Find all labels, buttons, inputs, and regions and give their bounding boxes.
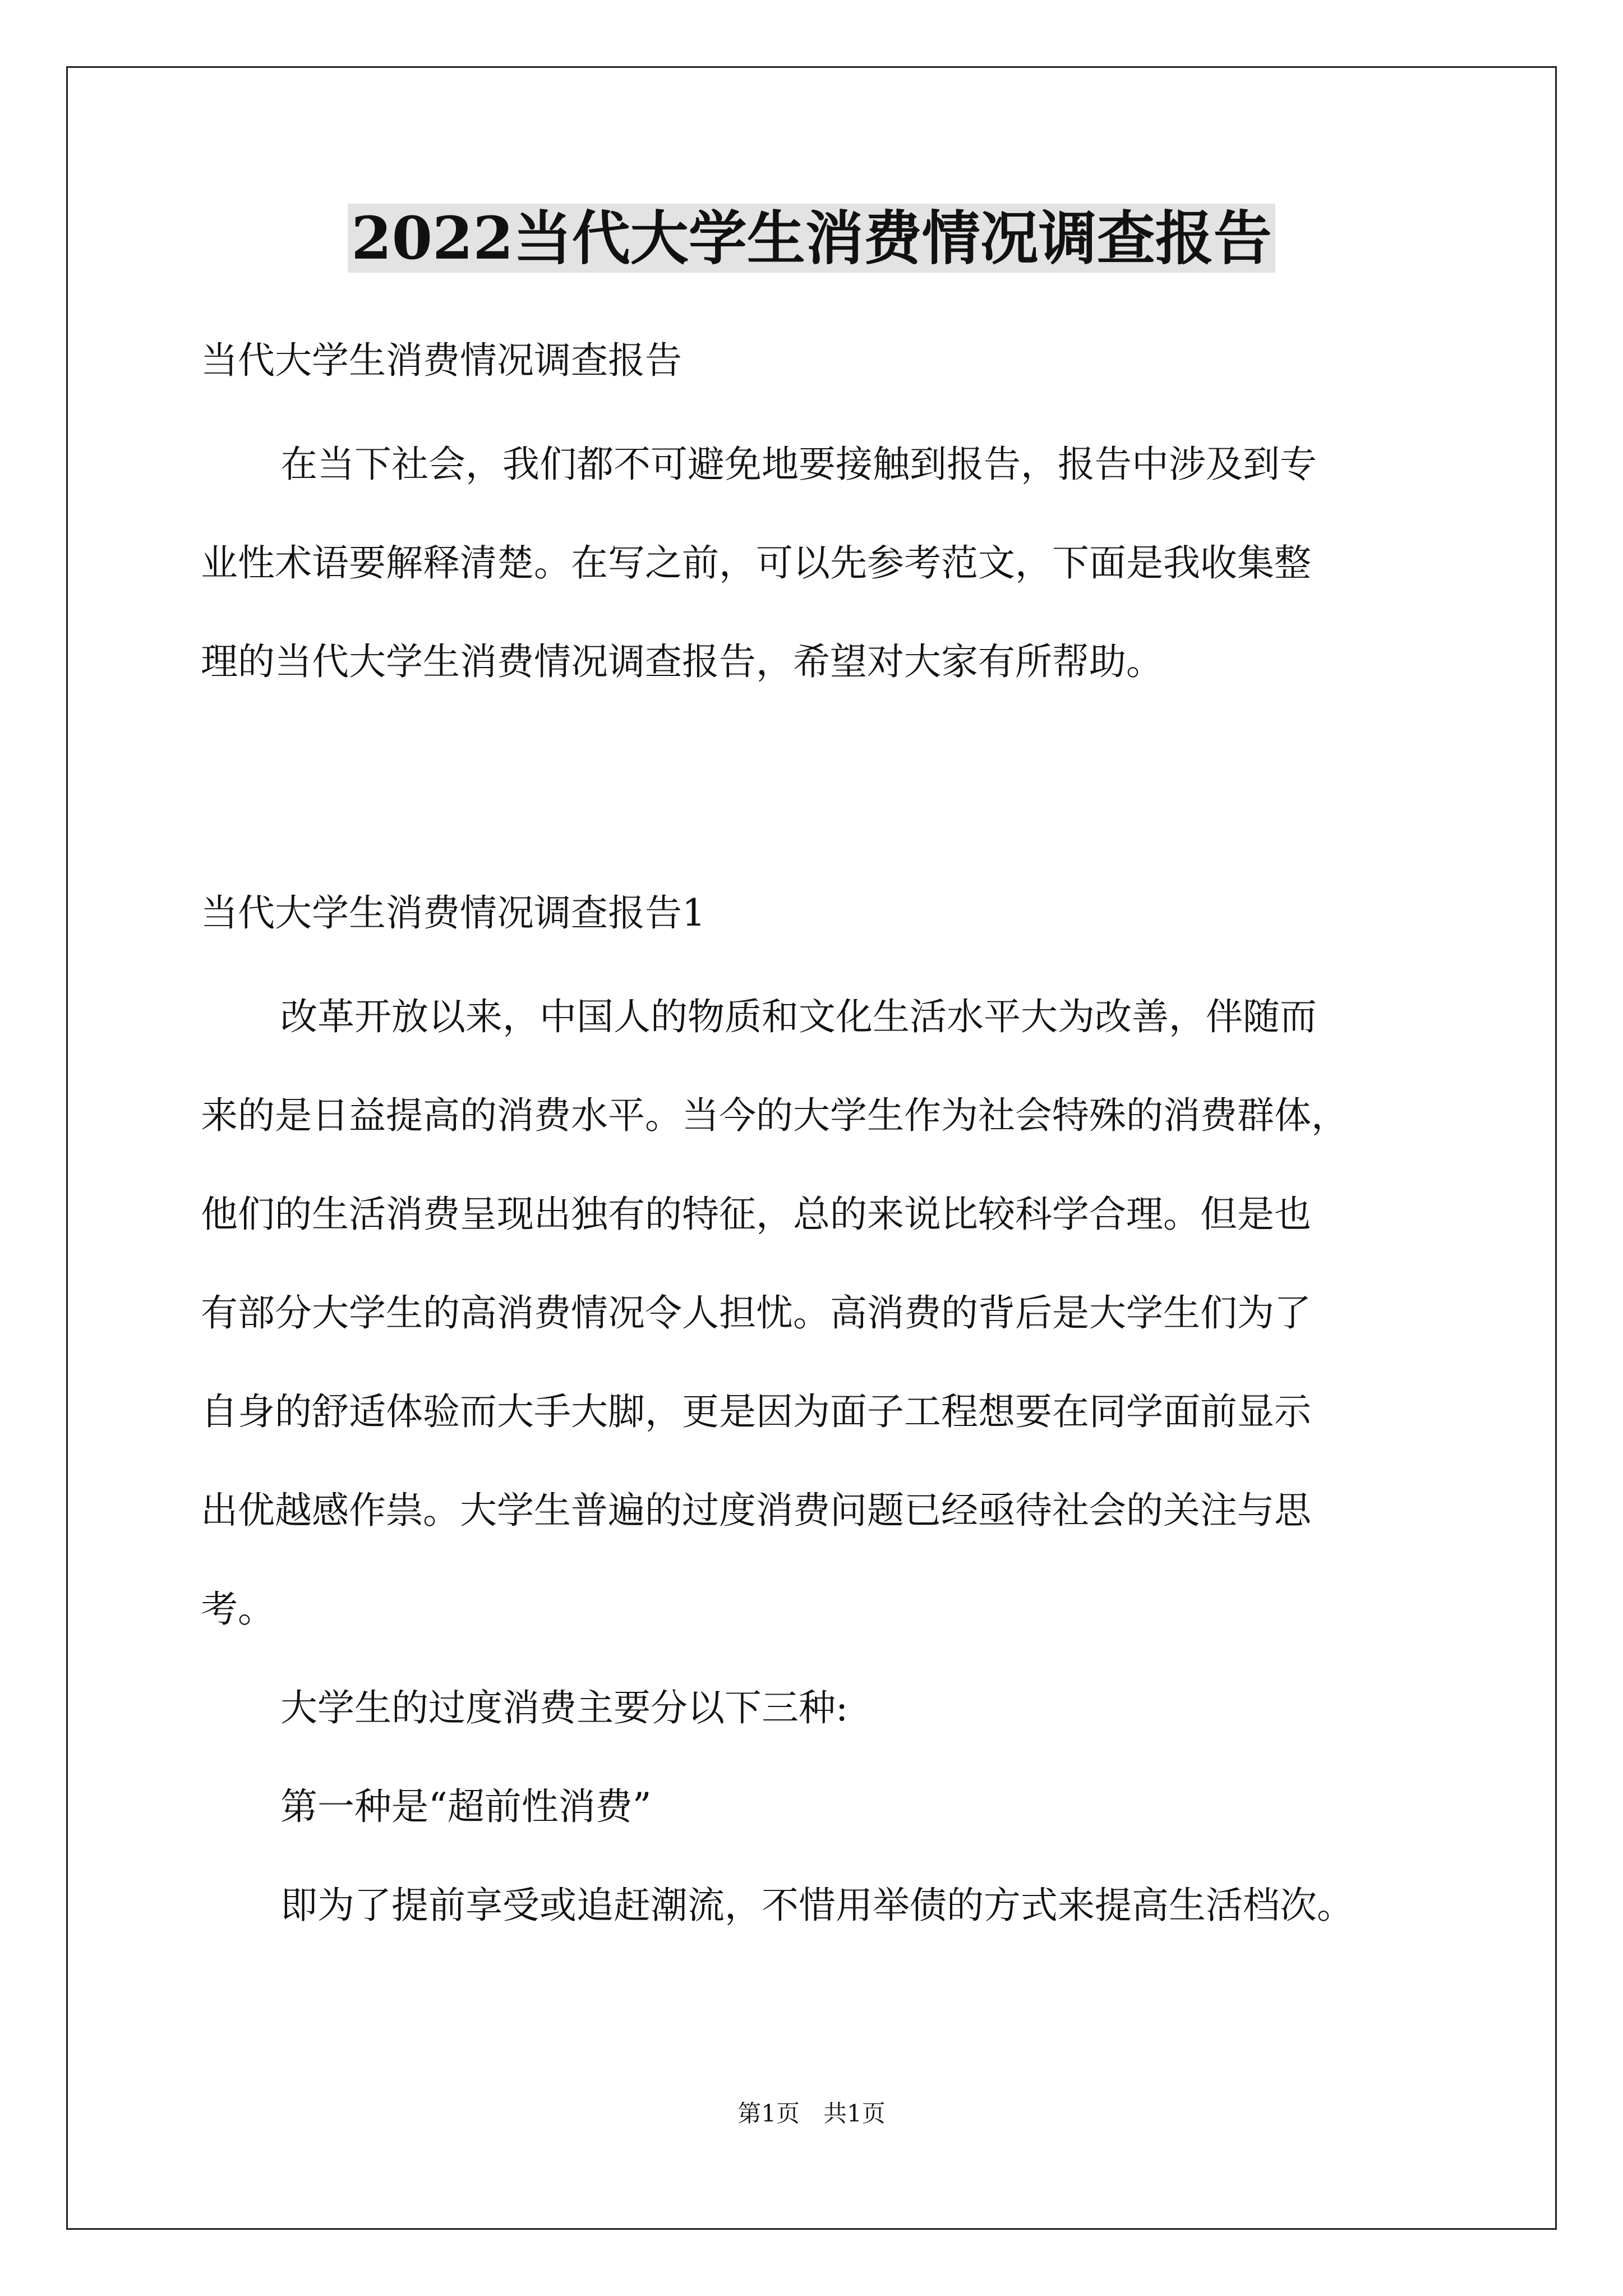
intro-line-3: 理的当代大学生消费情况调查报告，希望对大家有所帮助。 <box>201 640 1163 683</box>
intro-line-2: 业性术语要解释清楚。在写之前，可以先参考范文，下面是我收集整 <box>201 541 1311 585</box>
body-line-1: 改革开放以来，中国人的物质和文化生活水平大为改善，伴随而 <box>280 995 1317 1038</box>
document-title <box>0 199 1623 278</box>
body-line-4: 有部分大学生的高消费情况令人担忧。高消费的背后是大学生们为了 <box>201 1291 1311 1335</box>
types-intro: 大学生的过度消费主要分以下三种: <box>280 1686 849 1729</box>
intro-line-1: 在当下社会，我们都不可避免地要接触到报告，报告中涉及到专 <box>280 443 1317 486</box>
body-line-2: 来的是日益提高的消费水平。当今的大学生作为社会特殊的消费群体， <box>201 1094 1348 1137</box>
section-heading: 当代大学生消费情况调查报告1 <box>201 891 706 935</box>
body-line-6: 出优越感作祟。大学生普遍的过度消费问题已经亟待社会的关注与思 <box>201 1489 1311 1532</box>
document-subtitle: 当代大学生消费情况调查报告 <box>201 339 682 382</box>
body-line-3: 他们的生活消费呈现出独有的特征，总的来说比较科学合理。但是也 <box>201 1193 1311 1236</box>
body-line-5: 自身的舒适体验而大手大脚，更是因为面子工程想要在同学面前显示 <box>201 1390 1311 1433</box>
type1-heading: 第一种是“超前性消费” <box>280 1785 652 1828</box>
document-title-text: 2022当代大学生消费情况调查报告 <box>348 204 1275 273</box>
page-footer: 第1页 共1页 <box>737 2100 886 2127</box>
body-line-7: 考。 <box>201 1588 275 1631</box>
type1-body: 即为了提前享受或追赶潮流，不惜用举债的方式来提高生活档次。 <box>280 1884 1354 1927</box>
